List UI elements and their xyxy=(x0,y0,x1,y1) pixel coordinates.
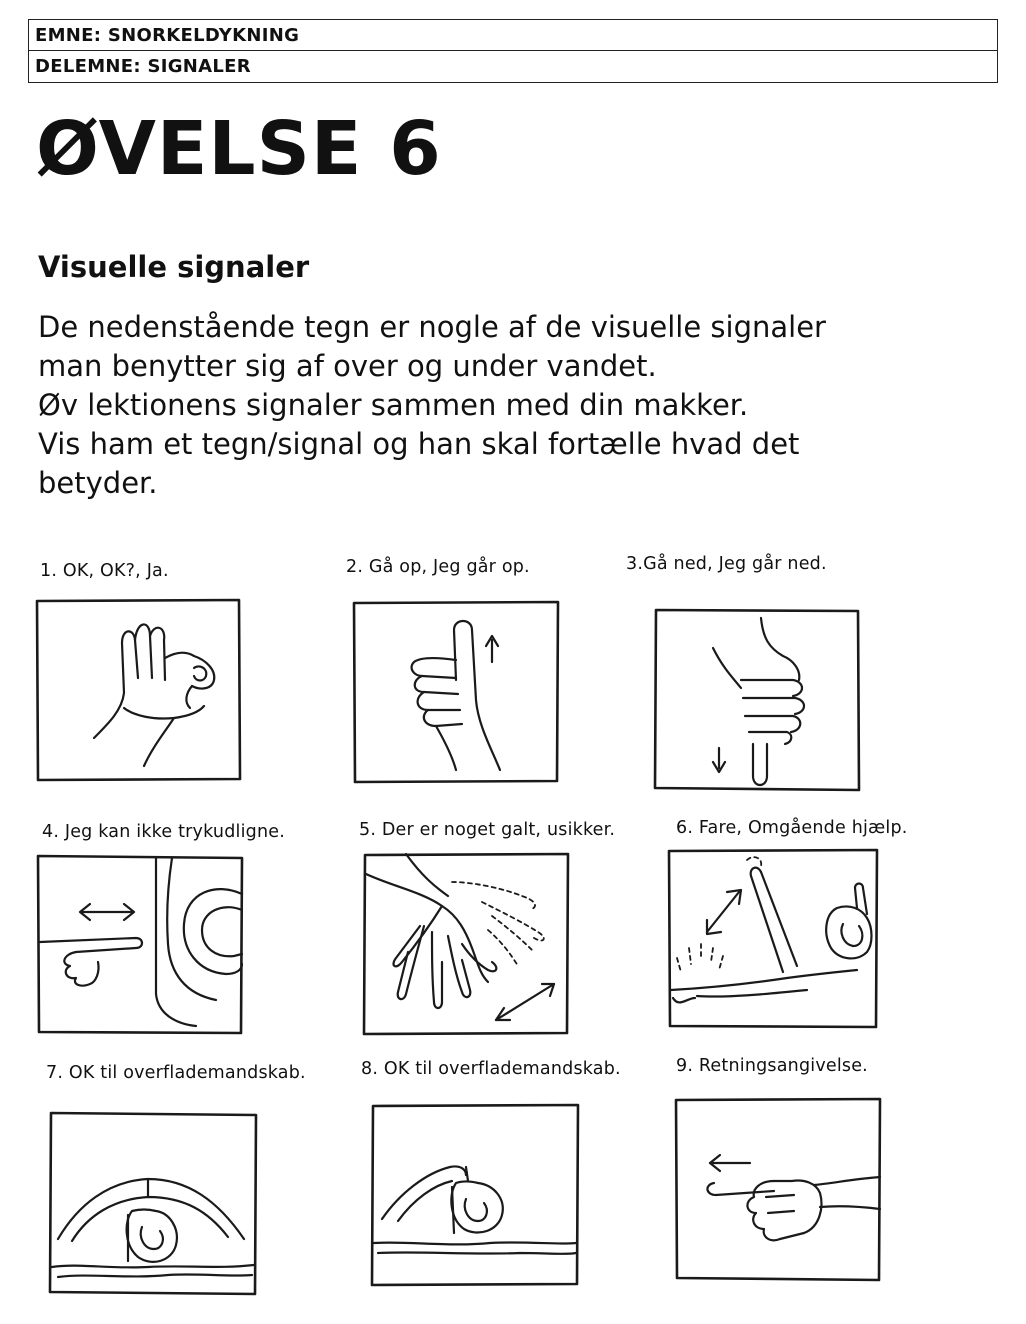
wobbling-hand-icon xyxy=(362,852,570,1035)
signal-label-1: 1. OK, OK?, Ja. xyxy=(40,561,169,581)
section-subtitle: Visuelle signaler xyxy=(38,250,310,284)
signal-label-7: 7. OK til overflademandskab. xyxy=(46,1063,306,1083)
topic-label: EMNE: SNORKELDYKNING xyxy=(29,20,997,51)
intro-line: De nedenstående tegn er nogle af de visuelle signaler xyxy=(38,310,826,344)
intro-line: betyder. xyxy=(38,466,158,500)
intro-line: Vis ham et tegn/signal og han skal fortælle hvad det xyxy=(38,427,800,461)
point-ear-icon xyxy=(36,854,244,1035)
arm-over-head-icon xyxy=(370,1103,580,1286)
intro-text xyxy=(38,308,978,503)
pointing-fist-icon xyxy=(674,1097,882,1282)
signal-label-8: 8. OK til overflademandskab. xyxy=(361,1059,621,1079)
intro-line: Øv lektionens signaler sammen med din makker. xyxy=(38,388,749,422)
signal-label-2: 2. Gå op, Jeg går op. xyxy=(346,557,530,577)
signal-label-4: 4. Jeg kan ikke trykudligne. xyxy=(42,822,285,842)
header-box xyxy=(28,19,998,83)
page-title: ØVELSE 6 xyxy=(36,106,442,192)
arms-over-head-icon xyxy=(48,1111,258,1296)
intro-line: man benytter sig af over og under vandet. xyxy=(38,349,657,383)
waving-arm-icon xyxy=(667,848,879,1029)
signal-label-3: 3.Gå ned, Jeg går ned. xyxy=(626,554,827,574)
thumbs-down-icon xyxy=(653,608,861,791)
thumbs-up-icon xyxy=(352,600,560,783)
subtopic-label: DELEMNE: SIGNALER xyxy=(35,56,251,77)
signal-label-6: 6. Fare, Omgående hjælp. xyxy=(676,818,908,838)
signal-label-5: 5. Der er noget galt, usikker. xyxy=(359,820,616,840)
signal-label-9: 9. Retningsangivelse. xyxy=(676,1056,868,1076)
ok-hand-icon xyxy=(34,598,242,781)
